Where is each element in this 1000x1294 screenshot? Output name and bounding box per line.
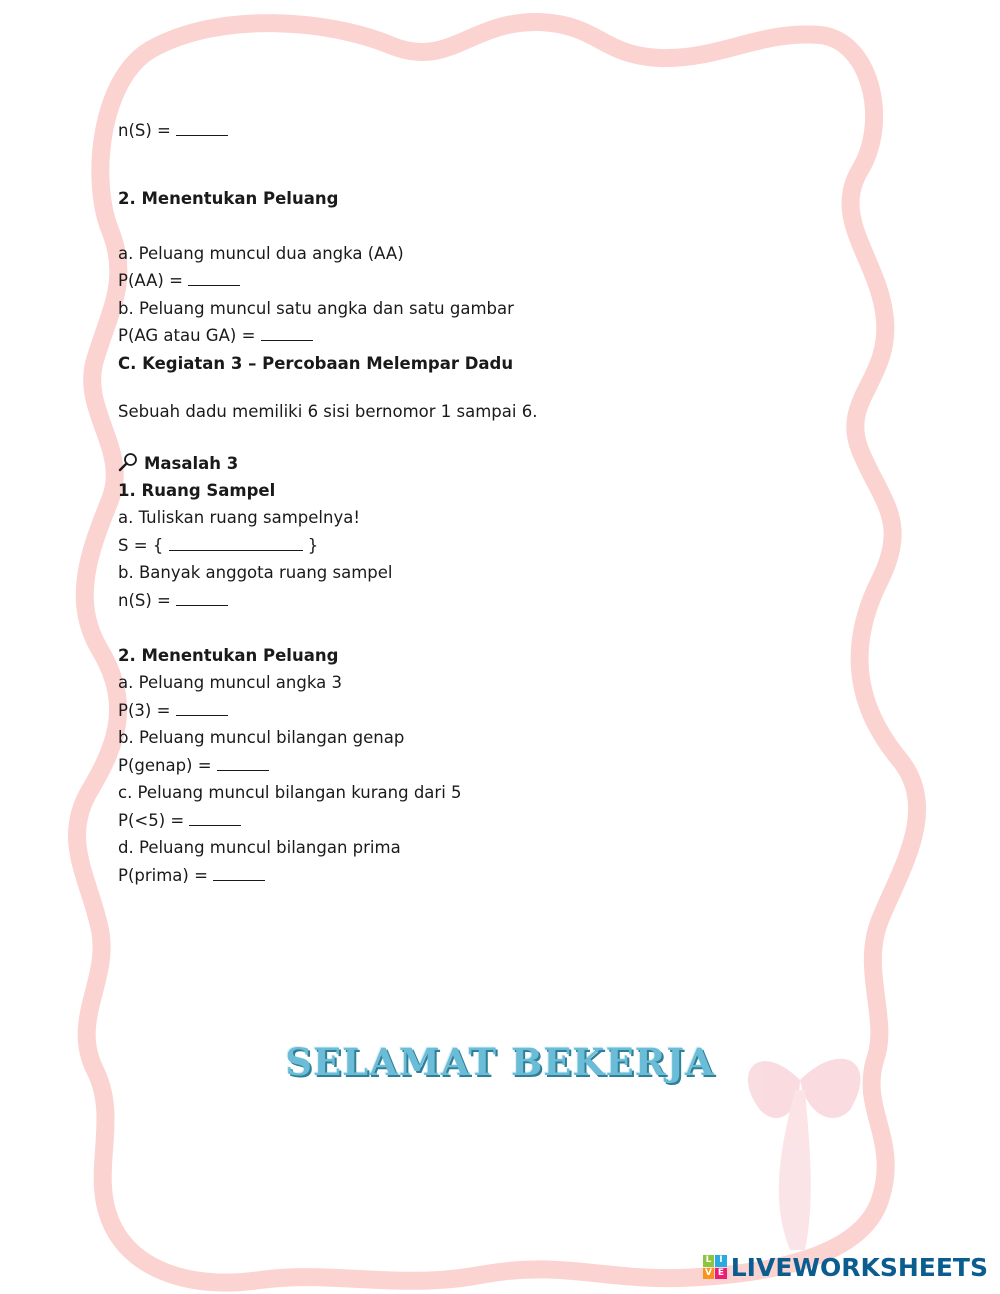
answer-blank[interactable] [169,535,303,551]
answer-blank[interactable] [189,810,241,826]
section-heading-menentukan-peluang-1: 2. Menentukan Peluang [118,189,339,208]
answer-blank[interactable] [176,700,228,716]
answer-line-pag: P(AG atau GA) = [118,325,313,347]
question-prima: d. Peluang muncul bilangan prima [118,838,401,857]
logo-letter: V [703,1268,715,1280]
logo-letter: E [715,1268,727,1280]
bow-decoration [748,1059,861,1250]
question-ns: b. Banyak anggota ruang sampel [118,563,393,582]
answer-blank[interactable] [261,325,313,341]
dice-description: Sebuah dadu memiliki 6 sisi bernomor 1 sampai 6. [118,402,538,421]
liveworksheets-brand[interactable] [703,1252,988,1282]
answer-line-sample-space: S = { } [118,536,319,555]
answer-line-ns: n(S) = [118,590,228,612]
brand-name: LIVEWORKSHEETS [730,1252,988,1282]
answer-blank[interactable] [176,590,228,606]
logo-letter: I [715,1255,727,1267]
answer-blank[interactable] [176,120,228,136]
liveworksheets-logo-icon [703,1255,727,1279]
logo-letter: L [703,1255,715,1267]
closing-title: SELAMAT BEKERJA [285,1040,715,1084]
question-genap: b. Peluang muncul bilangan genap [118,728,405,747]
answer-blank[interactable] [217,755,269,771]
question-p3: a. Peluang muncul angka 3 [118,673,342,692]
answer-blank[interactable] [188,270,240,286]
answer-line-genap: P(genap) = [118,755,269,777]
question-kurang-5: c. Peluang muncul bilangan kurang dari 5 [118,783,462,802]
ns-line-1: n(S) = [118,120,228,142]
answer-line-paa: P(AA) = [118,270,240,292]
instruction-ruang-sampel: a. Tuliskan ruang sampelnya! [118,508,360,527]
answer-line-kurang-5: P(<5) = [118,810,241,832]
section-heading-ruang-sampel: 1. Ruang Sampel [118,481,276,500]
section-heading-kegiatan-3: C. Kegiatan 3 – Percobaan Melempar Dadu [118,354,514,373]
magnifier-icon [118,452,138,472]
answer-line-prima: P(prima) = [118,865,265,887]
question-ag: b. Peluang muncul satu angka dan satu gambar [118,299,514,318]
answer-blank[interactable] [213,865,265,881]
problem-heading: Masalah 3 [118,452,238,475]
section-heading-menentukan-peluang-2: 2. Menentukan Peluang [118,646,339,665]
answer-line-p3: P(3) = [118,700,228,722]
question-aa: a. Peluang muncul dua angka (AA) [118,244,404,263]
